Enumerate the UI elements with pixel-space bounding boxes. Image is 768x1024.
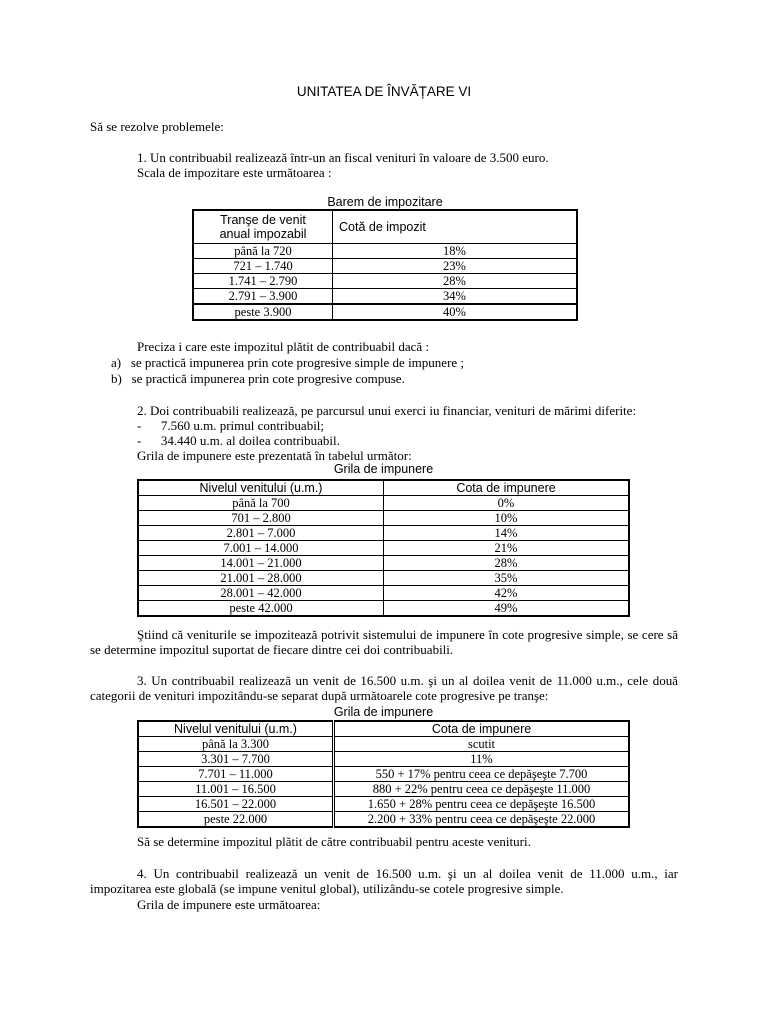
table-row xyxy=(138,782,629,797)
table-row xyxy=(193,243,577,258)
table-cell: 1.741 – 2.790 xyxy=(193,273,333,288)
table-cell: 23% xyxy=(333,258,578,273)
table-cell: 40% xyxy=(333,304,578,320)
table-cell: scutit xyxy=(334,737,630,752)
table-cell: 550 + 17% pentru ceea ce depăşeşte 7.700 xyxy=(334,767,630,782)
table-cell: 3.301 – 7.700 xyxy=(138,752,334,767)
table-row xyxy=(138,571,629,586)
table-row xyxy=(138,586,629,601)
table-2-header-income: Nivelul venitului (u.m.) xyxy=(138,480,384,496)
table-row xyxy=(138,767,629,782)
table-row xyxy=(193,304,577,320)
table-cell: 28% xyxy=(333,273,578,288)
table-cell: până la 700 xyxy=(138,496,384,511)
table-cell: 11% xyxy=(334,752,630,767)
problem-2-after-text: Ştiind că veniturile se impozitează potrivit sistemului de impunere în cote progresive simple, se cere să se determine impozitul suportat de fiecare dintre cei doi contribuabili. xyxy=(90,627,678,657)
table-1-caption: Barem de impozitare xyxy=(327,195,443,209)
problem-2-item-2: - 34.440 u.m. al doilea contribuabil. xyxy=(137,433,340,448)
table-row xyxy=(138,601,629,617)
table-3-header-income: Nivelul venitului (u.m.) xyxy=(138,721,334,737)
table-cell: 7.001 – 14.000 xyxy=(138,541,384,556)
table-cell: 2.200 + 33% pentru ceea ce depăşeşte 22.000 xyxy=(334,812,630,828)
problem-1-line-2: Scala de impozitare este următoarea : xyxy=(137,165,332,180)
problem-1-option-a: a) se practică impunerea prin cote progresive simple de impunere ; xyxy=(111,355,465,370)
table-row xyxy=(138,752,629,767)
table-3-caption: Grila de impunere xyxy=(333,705,434,719)
table-cell: 701 – 2.800 xyxy=(138,511,384,526)
table-cell: 18% xyxy=(333,243,578,258)
table-cell: 1.650 + 28% pentru ceea ce depăşeşte 16.500 xyxy=(334,797,630,812)
table-3-header-rate: Cota de impunere xyxy=(334,721,630,737)
table-cell: 14% xyxy=(384,526,630,541)
table-row xyxy=(138,737,629,752)
intro-text: Să se rezolve problemele: xyxy=(90,119,224,134)
problem-1-line-1: 1. Un contribuabil realizează într-un an fiscal venituri în valoare de 3.500 euro. xyxy=(137,150,549,165)
table-cell: 34% xyxy=(333,288,578,304)
table-2-header-row xyxy=(138,480,629,496)
problem-1-option-b: b) se practică impunerea prin cote progresive compuse. xyxy=(111,371,405,386)
table-row xyxy=(138,496,629,511)
page-title: UNITATEA DE ÎNVĂȚARE VI xyxy=(296,84,472,99)
table-1 xyxy=(192,209,578,321)
table-row xyxy=(193,288,577,304)
table-1-header-income-line-1: Tranşe de venit xyxy=(220,212,306,227)
table-2-header-rate: Cota de impunere xyxy=(384,480,630,496)
table-2-caption: Grila de impunere xyxy=(333,462,434,476)
table-cell: 35% xyxy=(384,571,630,586)
table-row xyxy=(138,812,629,828)
table-row xyxy=(138,541,629,556)
table-row xyxy=(138,556,629,571)
table-cell: 11.001 – 16.500 xyxy=(138,782,334,797)
table-cell: 10% xyxy=(384,511,630,526)
table-cell: 16.501 – 22.000 xyxy=(138,797,334,812)
table-3-header-row xyxy=(138,721,629,737)
table-cell: 2.801 – 7.000 xyxy=(138,526,384,541)
table-cell: 2.791 – 3.900 xyxy=(193,288,333,304)
table-cell: peste 42.000 xyxy=(138,601,384,617)
problem-4-text: 4. Un contribuabil realizează un venit de 16.500 u.m. şi un al doilea venit de 11.000 u.m., iar impozitarea este globală (se impune venitul global), utilizându-se cotele progresive simple. xyxy=(90,866,678,896)
table-row xyxy=(138,797,629,812)
table-1-header-income xyxy=(193,210,333,243)
table-row xyxy=(193,273,577,288)
table-cell: 14.001 – 21.000 xyxy=(138,556,384,571)
table-cell: 880 + 22% pentru ceea ce depăşeşte 11.000 xyxy=(334,782,630,797)
table-cell: 21% xyxy=(384,541,630,556)
problem-1-question: Preciza i care este impozitul plătit de contribuabil dacă : xyxy=(137,339,430,354)
table-1-header-row xyxy=(193,210,577,243)
table-cell: peste 3.900 xyxy=(193,304,333,320)
table-row xyxy=(138,511,629,526)
problem-2-line-1: 2. Doi contribuabili realizează, pe parcursul unui exerci iu financiar, venituri de mărimi diferite: xyxy=(137,403,637,418)
problem-2-line-2: Grila de impunere este prezentată în tabelul următor: xyxy=(137,448,412,463)
table-row xyxy=(138,526,629,541)
table-3 xyxy=(137,720,630,828)
table-row xyxy=(193,258,577,273)
table-cell: 21.001 – 28.000 xyxy=(138,571,384,586)
problem-3-after-text: Să se determine impozitul plătit de către contribuabil pentru aceste venituri. xyxy=(137,834,531,849)
table-cell: 28% xyxy=(384,556,630,571)
table-cell: 28.001 – 42.000 xyxy=(138,586,384,601)
table-1-header-rate: Cotă de impozit xyxy=(333,210,578,243)
table-cell: până la 720 xyxy=(193,243,333,258)
table-cell: peste 22.000 xyxy=(138,812,334,828)
table-cell: până la 3.300 xyxy=(138,737,334,752)
table-cell: 721 – 1.740 xyxy=(193,258,333,273)
table-cell: 0% xyxy=(384,496,630,511)
table-1-header-income-line-2: anual impozabil xyxy=(219,226,307,241)
table-cell: 49% xyxy=(384,601,630,617)
table-2 xyxy=(137,479,630,617)
problem-4-line-2: Grila de impunere este următoarea: xyxy=(137,897,321,912)
table-cell: 42% xyxy=(384,586,630,601)
problem-2-item-1: - 7.560 u.m. primul contribuabil; xyxy=(137,418,325,433)
table-cell: 7.701 – 11.000 xyxy=(138,767,334,782)
problem-3-text: 3. Un contribuabil realizează un venit de 16.500 u.m. şi un al doilea venit de 11.000 u.m., cele două categorii de venituri impozitându-se separat după următoarele cote progresive pe tranşe: xyxy=(90,673,678,703)
